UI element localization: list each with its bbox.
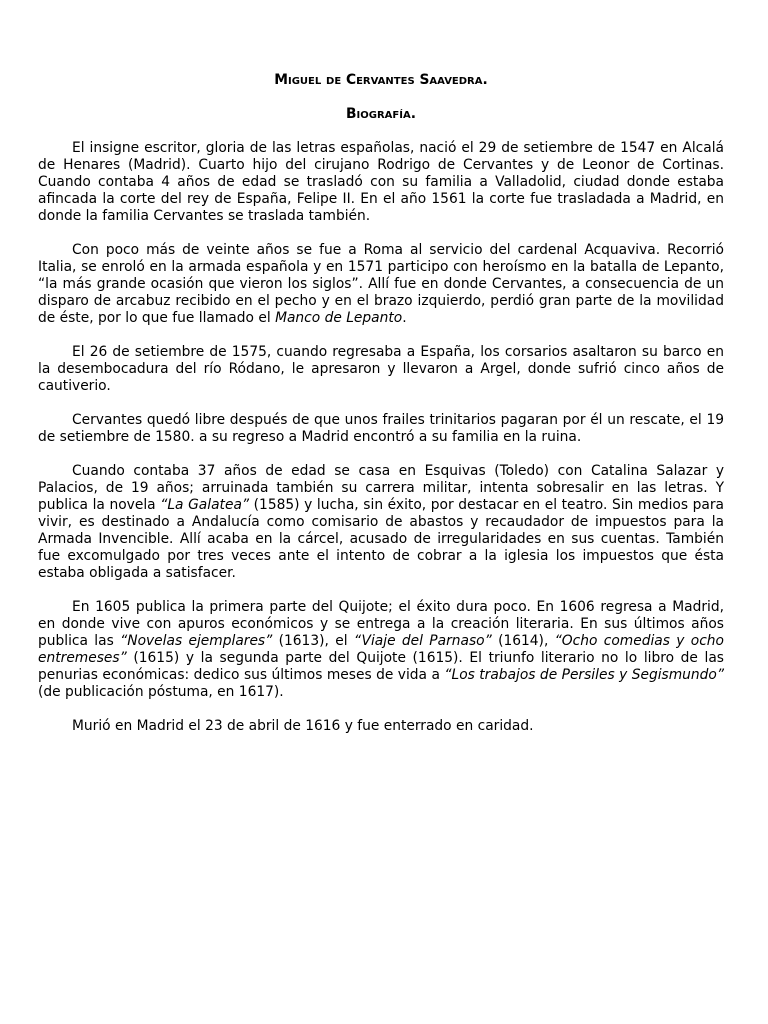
italic-title-text: “Viaje del Parnaso” — [353, 633, 492, 649]
paragraph-text: Murió en Madrid el 23 de abril de 1616 y fue enterrado en caridad. — [72, 718, 534, 734]
italic-title-text: “La Galatea” — [160, 497, 250, 513]
body-paragraph — [38, 718, 724, 735]
document-title: Miguel de Cervantes Saavedra. — [274, 72, 488, 88]
body-paragraph — [38, 242, 724, 327]
paragraph-text: . — [402, 310, 407, 326]
document-body — [38, 140, 724, 735]
paragraph-text: (de publicación póstuma, en 1617). — [38, 684, 284, 700]
italic-title-text: “Los trabajos de Persiles y Segismundo” — [444, 667, 724, 683]
body-paragraph — [38, 463, 724, 582]
italic-title-text: “Ocho comedias y ocho entremeses” — [38, 633, 724, 666]
paragraph-text: El insigne escritor, gloria de las letras españolas, nació el 29 de setiembre de 1547 en Alcalá de Henares (Madrid). Cuarto hijo del cirujano Rodrigo de Cervantes y de Leonor de Cortinas. Cuando contaba 4 años de edad se trasladó con su familia a Valladolid, ciudad donde estaba afincada la corte del rey de España, Felipe II. En el año 1561 la corte fue trasladada a Madrid, en donde la familia Cervantes se traslada también. — [38, 140, 724, 224]
body-paragraph — [38, 599, 724, 701]
paragraph-text: (1585) y lucha, sin éxito, por destacar en el teatro. Sin medios para vivir, es destinado a Andalucía como comisario de abastos y recaudador de impuestos para la Armada Invencible. Allí acaba en la cárcel, acusado de irregularidades en sus cuentas. También fue excomulgado por tres veces ante el intento de cobrar a la iglesia los impuestos que ésta estaba obligada a satisfacer. — [38, 497, 725, 581]
body-paragraph — [38, 412, 724, 446]
paragraph-text: Cuando contaba 37 años de edad se casa en Esquivas (Toledo) con Catalina Salazar y Palacios, de 19 años; arruinada también su carrera militar, intenta sobresalir en las letras. Y publica la novela — [38, 463, 724, 513]
paragraph-text: Cervantes quedó libre después de que unos frailes trinitarios pagaran por él un rescate, el 19 de setiembre de 1580. a su regreso a Madrid encontró a su familia en la ruina. — [38, 412, 724, 445]
paragraph-text: Con poco más de veinte años se fue a Roma al servicio del cardenal Acquaviva. Recorrió Italia, se enroló en la armada española y en 1571 participo con heroísmo en la batalla de Lepanto, “la más grande ocasión que vieron los siglos”. Allí fue en donde Cervantes, a consecuencia de un disparo de arcabuz recibido en el pecho y en el brazo izquierdo, perdió gran parte de la movilidad de éste, por lo que fue llamado el — [38, 242, 724, 326]
body-paragraph — [38, 140, 724, 225]
paragraph-text: (1613), el — [272, 633, 354, 649]
paragraph-text: (1615) y la segunda parte del Quijote (1615). El triunfo literario no lo libro de las penurias económicas: dedico sus últimos meses de vida a — [38, 650, 724, 683]
paragraph-text: El 26 de setiembre de 1575, cuando regresaba a España, los corsarios asaltaron su barco en la desembocadura del río Ródano, le apresaron y llevaron a Argel, donde sufrió cinco años de cautiverio. — [38, 344, 724, 394]
body-paragraph — [38, 344, 724, 395]
paragraph-text: En 1605 publica la primera parte del Quijote; el éxito dura poco. En 1606 regresa a Madrid, en donde vive con apuros económicos y se entrega a la creación literaria. En sus últimos años publica las — [38, 599, 724, 649]
italic-title-text: “Novelas ejemplares” — [120, 633, 273, 649]
document-subtitle: Biografía. — [346, 106, 416, 122]
document-page — [38, 72, 724, 735]
italic-title-text: Manco de Lepanto — [275, 310, 403, 326]
paragraph-text: (1614), — [491, 633, 555, 649]
